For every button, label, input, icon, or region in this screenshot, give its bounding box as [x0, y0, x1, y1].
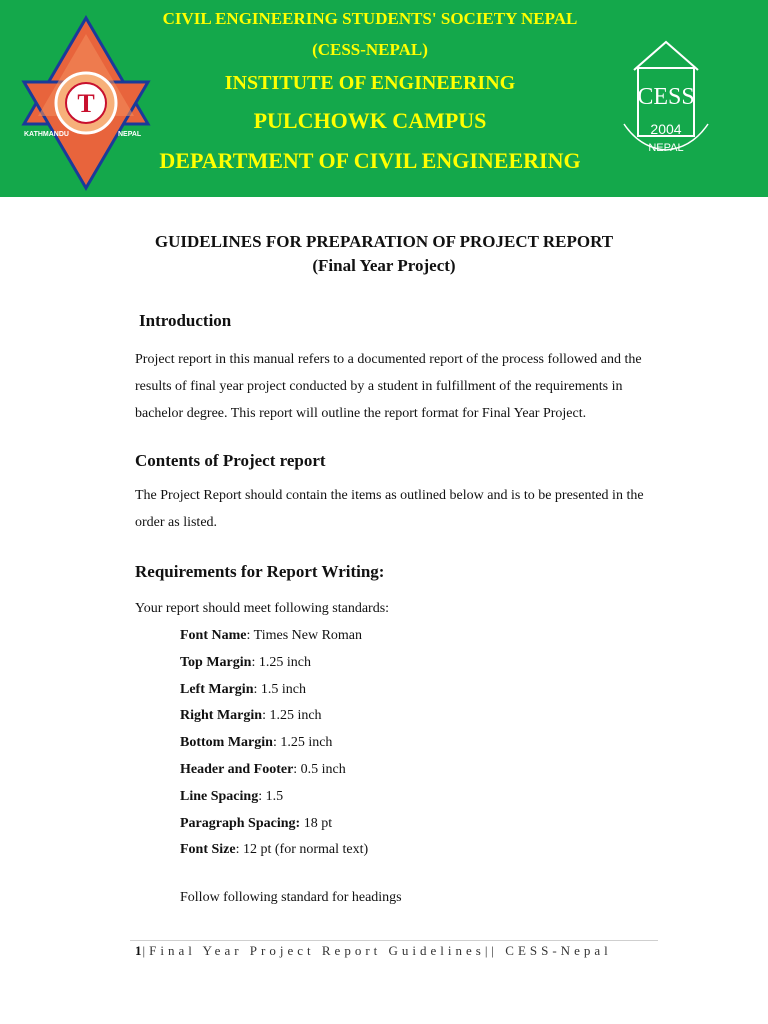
- introduction-paragraph: Project report in this manual refers to a documented report of the process followed and the results of final year project conducted by a student in fulfillment of the requirements in bachelor degree. This report will outline the report format for Final Year Project.: [135, 352, 642, 421]
- department-name: DEPARTMENT OF CIVIL ENGINEERING: [159, 148, 581, 173]
- list-item: Bottom Margin: 1.25 inch: [180, 735, 333, 751]
- standard-value: 1.5 inch: [260, 681, 306, 697]
- standard-label: Header and Footer: [180, 761, 294, 777]
- cess-monogram: CESS: [637, 84, 695, 110]
- standard-value: 0.5 inch: [300, 761, 346, 777]
- list-item: [180, 811, 368, 838]
- page-footer: [135, 943, 612, 959]
- page-number: 1: [135, 943, 143, 958]
- list-item: Font Size: 12 pt (for normal text): [180, 842, 369, 858]
- header-banner: [0, 0, 768, 197]
- cess-country: NEPAL: [648, 142, 684, 154]
- standard-value: 1.25 inch: [269, 708, 322, 724]
- emblem-right-text: NEPAL: [118, 131, 142, 138]
- standard-label: Left Margin: [180, 681, 254, 697]
- society-name: CIVIL ENGINEERING STUDENTS' SOCIETY NEPAL: [162, 9, 578, 28]
- standard-label: Font Size: [180, 842, 236, 858]
- standard-value: Times New Roman: [253, 628, 363, 643]
- footer-text: |Final Year Project Report Guidelines|| CESS-Nepal: [142, 943, 612, 958]
- standard-value: 1.25 inch: [280, 735, 333, 751]
- standard-label: Top Margin: [180, 654, 252, 670]
- standards-list: [180, 623, 368, 864]
- list-item: Line Spacing: 1.5: [180, 788, 284, 804]
- headings-note: Follow following standard for headings: [180, 890, 402, 905]
- standard-label: Font Name: [180, 628, 247, 643]
- standard-value: 18 pt: [303, 815, 333, 831]
- footer-divider: [130, 940, 658, 941]
- cess-year: 2004: [650, 121, 682, 137]
- list-item: Top Margin: 1.25 inch: [180, 654, 311, 670]
- standard-value: 12 pt (for normal text): [243, 842, 369, 858]
- emblem-left-text: KATHMANDU: [24, 131, 69, 138]
- standard-value: 1.5: [265, 788, 284, 804]
- introduction-heading: Introduction: [139, 311, 232, 330]
- requirements-intro: Your report should meet following standards:: [135, 601, 390, 616]
- list-item: Font Name: Times New Roman: [180, 628, 363, 643]
- list-item: Header and Footer: 0.5 inch: [180, 761, 346, 777]
- contents-heading: Contents of Project report: [135, 451, 326, 470]
- standard-value: 1.25 inch: [258, 654, 311, 670]
- standard-label: Line Spacing: [180, 788, 259, 804]
- document-subtitle: (Final Year Project): [312, 256, 456, 275]
- institute-name: INSTITUTE OF ENGINEERING: [224, 72, 516, 94]
- document-title: GUIDELINES FOR PREPARATION OF PROJECT REPORT: [154, 232, 614, 251]
- campus-name: PULCHOWK CAMPUS: [253, 108, 487, 133]
- list-item: Right Margin: 1.25 inch: [180, 708, 322, 724]
- standard-label: Paragraph Spacing:: [180, 815, 301, 831]
- requirements-heading: Requirements for Report Writing:: [135, 562, 385, 581]
- society-abbreviation: (CESS-NEPAL): [312, 40, 428, 59]
- svg-text:T: T: [77, 89, 95, 118]
- standard-label: Bottom Margin: [180, 735, 273, 751]
- contents-paragraph: The Project Report should contain the items as outlined below and is to be presented in the order as listed.: [135, 488, 644, 530]
- standard-label: Right Margin: [180, 708, 263, 724]
- list-item: Left Margin: 1.5 inch: [180, 681, 306, 697]
- cess-logo-icon: [620, 20, 712, 170]
